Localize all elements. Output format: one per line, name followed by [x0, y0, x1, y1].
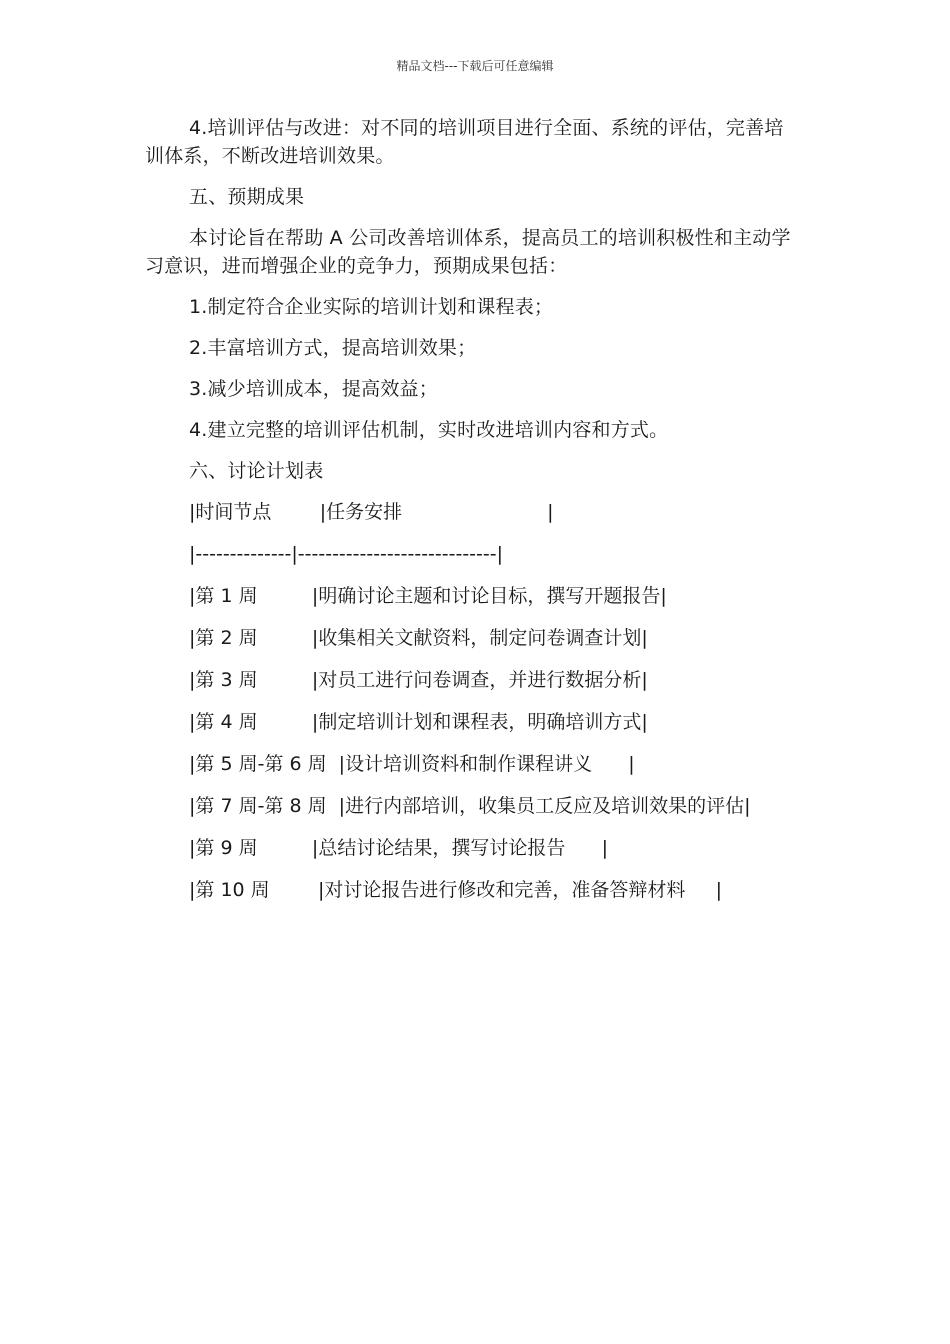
page-header: 精品文档---下载后可任意编辑: [396, 59, 554, 73]
plan-table-row: |第 3 周 |对员工进行问卷调查，并进行数据分析|: [189, 669, 648, 691]
document-body: [145, 114, 795, 918]
section-heading-expected-results: 五、预期成果: [189, 186, 305, 208]
plan-table-separator-row: |--------------|-----------------------------|: [189, 543, 504, 565]
section-heading-discussion-plan: 六、讨论计划表: [189, 460, 324, 482]
paragraph-training-evaluation: 4.培训评估与改进：对不同的培训项目进行全面、系统的评估，完善培训体系，不断改进培训效果。: [145, 117, 784, 167]
plan-table-row: |第 2 周 |收集相关文献资料，制定问卷调查计划|: [189, 627, 648, 649]
plan-table-row: |第 1 周 |明确讨论主题和讨论目标，撰写开题报告|: [189, 585, 667, 607]
list-item-result-3: 3.减少培训成本，提高效益；: [189, 378, 438, 400]
plan-table-row: |第 4 周 |制定培训计划和课程表，明确培训方式|: [189, 711, 648, 733]
plan-table-row: |第 7 周-第 8 周 |进行内部培训，收集员工反应及培训效果的评估|: [189, 795, 751, 817]
plan-table-row: |第 9 周 |总结讨论结果，撰写讨论报告 |: [189, 837, 608, 859]
paragraph-expected-results-intro: 本讨论旨在帮助 A 公司改善培训体系，提高员工的培训积极性和主动学习意识，进而增强企业的竞争力，预期成果包括：: [145, 227, 791, 277]
plan-table-header-row: |时间节点 |任务安排 |: [189, 501, 554, 523]
list-item-result-1: 1.制定符合企业实际的培训计划和课程表；: [189, 296, 554, 318]
list-item-result-2: 2.丰富培训方式，提高培训效果；: [189, 337, 477, 359]
plan-table-row: |第 5 周-第 6 周 |设计培训资料和制作课程讲义 |: [189, 753, 635, 775]
plan-table-row: |第 10 周 |对讨论报告进行修改和完善，准备答辩材料 |: [189, 879, 722, 901]
list-item-result-4: 4.建立完整的培训评估机制，实时改进培训内容和方式。: [189, 419, 669, 441]
